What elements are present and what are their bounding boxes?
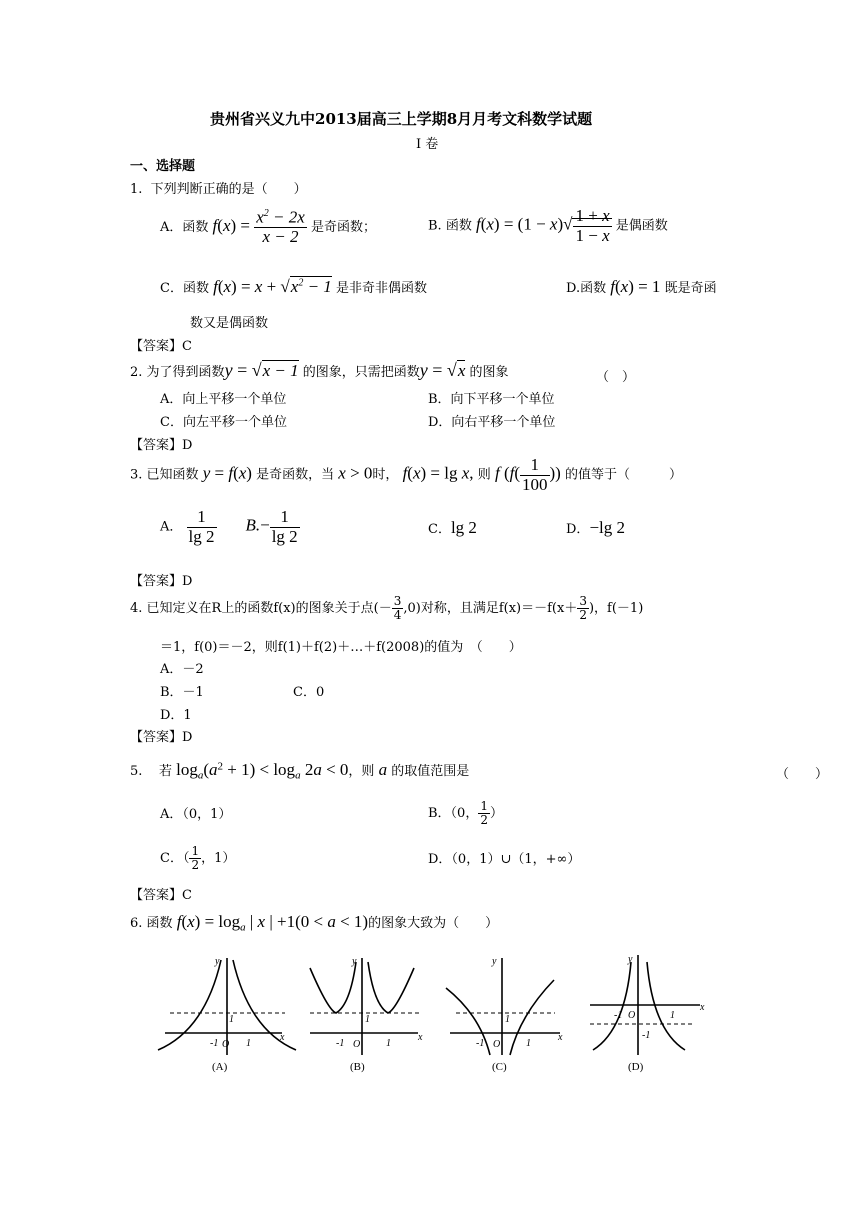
answer-value: C <box>182 339 192 354</box>
question-5-option-d: D．（0，1）∪（1，+∞） <box>428 852 581 867</box>
option-text: 是非奇非偶函数 <box>335 281 427 296</box>
question-4-stem-line2: ＝1，f(0)＝－2，则f(1)＋f(2)＋…＋f(2008)的值为 （ ） <box>160 640 522 655</box>
tick-label: 1 <box>229 1014 234 1025</box>
question-number: 2. <box>130 365 143 380</box>
axis-label-y: y <box>352 956 357 967</box>
option-label: C．（ <box>160 851 190 867</box>
question-number: 5. <box>130 764 143 779</box>
question-text: ，则 <box>348 764 375 779</box>
question-number: 1. <box>130 182 143 197</box>
tick-label: 1 <box>670 1010 675 1021</box>
option-text: 是奇函数； <box>310 220 376 236</box>
volume-label: I 卷 <box>416 137 439 152</box>
tick-label: 1 <box>365 1014 370 1025</box>
answer-label: 【答案】 <box>130 730 183 745</box>
question-text: 时， <box>372 467 399 483</box>
question-3-stem: 3. 已知函数 y = f(x) 是奇函数，当 x > 0时， f(x) = lg x, 则 f (f( $\frac{1}{100}$ )) 的值等于（ ） <box>130 455 682 494</box>
graph-caption-a: (A) <box>212 1061 228 1073</box>
option-label: D.函数 <box>566 281 607 296</box>
tick-label: 1 <box>526 1038 531 1049</box>
question-3-option-d: D．−lg 2 <box>566 518 625 537</box>
question-text: 的值等于（ ） <box>564 467 682 483</box>
origin-label: O <box>222 1039 230 1050</box>
question-2-answer <box>130 434 192 453</box>
option-label: B. 函数 <box>428 218 472 234</box>
answer-label: 【答案】 <box>130 438 183 453</box>
tick-label: 1 <box>386 1038 391 1049</box>
axis-label-x: x <box>418 1032 423 1043</box>
question-1-option-c: C．函数 $f(x) = x + √x^2 - 1$ 是非奇非偶函数 <box>160 277 427 296</box>
option-text: 是偶函数 <box>615 218 668 234</box>
fraction: $\frac{x^2 - 2x}{x - 2}$ <box>256 207 305 247</box>
question-text: 为了得到函数 <box>146 365 225 380</box>
question-4-option-c: C．0 <box>293 685 325 700</box>
question-4-answer <box>130 726 192 745</box>
answer-value: D <box>182 730 193 745</box>
option-text: 既是奇函 <box>664 281 717 296</box>
axis-label-x: x <box>558 1032 563 1043</box>
question-1-stem <box>130 178 307 197</box>
graph-c <box>446 958 560 1055</box>
question-5-stem: 5. 若 $\log_a(a^2 + 1) < \log_a 2a < 0$，则 a 的取值范围是 <box>130 760 470 782</box>
question-5-option-c: C．（ $\frac{1}{2}$ ，1） <box>160 844 236 873</box>
option-label: C． <box>428 522 451 537</box>
question-1-option-d: D.函数 f(x) = 1 既是奇函 <box>566 277 717 296</box>
graph-caption-d: (D) <box>628 1061 644 1073</box>
question-text: 函数 <box>146 916 173 931</box>
question-1-answer <box>130 335 192 354</box>
answer-label: 【答案】 <box>130 574 183 589</box>
question-5-answer <box>130 884 192 903</box>
question-4-option-a: A．－2 <box>160 662 204 677</box>
answer-label: 【答案】 <box>130 339 183 354</box>
question-3-option-a: A． $\frac{1}{\lg 2}$ B.− $\frac{1}{\lg 2}$ <box>160 507 298 546</box>
page-title: 贵州省兴义九中2013届高三上学期8月月考文科数学试题 <box>210 110 593 128</box>
question-5-bracket: （ ） <box>776 767 829 782</box>
question-text: 下列判断正确的是（ ） <box>150 182 307 197</box>
origin-label: O <box>493 1039 501 1050</box>
question-3-answer <box>130 570 192 589</box>
fraction: $\frac{1 + x}{1 - x}$ <box>575 206 610 245</box>
question-4-option-b: B．－1 <box>160 685 204 700</box>
option-text: ，1） <box>201 851 236 867</box>
answer-value: D <box>182 574 193 589</box>
tick-label: 1 <box>246 1038 251 1049</box>
question-4-option-d: D．1 <box>160 708 192 723</box>
question-2-bracket: （ ） <box>596 370 636 385</box>
axis-label-x: x <box>700 1002 705 1013</box>
tick-label: 1 <box>505 1014 510 1025</box>
question-number: 6. <box>130 916 143 931</box>
question-text: ,0)对称，且满足f(x)＝－f(x＋ <box>403 601 578 617</box>
question-2-option-d: D．向右平移一个单位 <box>428 415 556 430</box>
option-text: ） <box>489 806 503 822</box>
question-text: 的图象大致为（ ） <box>368 916 499 931</box>
question-4-stem: 4. 已知定义在R上的函数f(x)的图象关于点(－ $\frac{3}{4}$ ,0)对称，且满足f(x)＝－f(x＋ $\frac{3}{2}$ )，f(－1) <box>130 594 644 623</box>
axis-label-y: y <box>215 956 220 967</box>
answer-value: D <box>182 438 193 453</box>
graph-b <box>310 958 420 1055</box>
question-text: 是奇函数，当 <box>256 467 335 483</box>
option-label: B．（0， <box>428 806 479 822</box>
axis-label-y: y <box>628 954 633 965</box>
question-6-stem: 6. 函数 $f(x) = \log_a$ | x | +1(0 < a < 1)的图象大致为（ ） <box>130 912 499 934</box>
graph-caption-c: (C) <box>492 1061 507 1073</box>
question-text: 的图象 <box>469 365 509 380</box>
graph-caption-b: (B) <box>350 1061 365 1073</box>
question-1-option-b: B. 函数 f(x) = (1 − x)√ $\frac{1 + x}{1 - x}$ 是偶函数 <box>428 206 668 245</box>
question-1-option-d-continued: 数又是偶函数 <box>190 316 269 331</box>
question-text: 已知函数 <box>146 467 199 483</box>
answer-value: C <box>182 888 192 903</box>
tick-label: -1 <box>210 1038 219 1049</box>
option-label: C．函数 <box>160 281 209 296</box>
question-1-option-a: A．函数 f(x) = $\frac{x^2 - 2x}{x - 2}$ 是奇函数； <box>160 207 376 247</box>
question-text: 的图象，只需把函数 <box>302 365 420 380</box>
option-label: A．函数 <box>160 220 209 236</box>
answer-label: 【答案】 <box>130 888 183 903</box>
question-2-option-b: B．向下平移一个单位 <box>428 392 555 407</box>
origin-label: O <box>628 1010 636 1021</box>
question-text: )，f(－1) <box>588 601 644 617</box>
option-label: D． <box>566 522 590 537</box>
tick-label: -1 <box>476 1038 485 1049</box>
axis-label-y: y <box>492 956 497 967</box>
question-3-option-c: C．lg 2 <box>428 518 477 537</box>
section-heading: 一、选择题 <box>130 159 196 174</box>
question-text: 已知定义在R上的函数f(x)的图象关于点(－ <box>146 601 392 617</box>
question-5-option-b: B．（0， $\frac{1}{2}$ ） <box>428 799 503 828</box>
question-text: 则 <box>477 467 491 483</box>
question-5-option-a: A．（0，1） <box>160 807 232 822</box>
question-2-option-c: C．向左平移一个单位 <box>160 415 287 430</box>
origin-label: O <box>353 1039 361 1050</box>
formula: f <box>212 216 218 236</box>
option-label: A． <box>160 519 183 535</box>
tick-label: -1 <box>614 1010 623 1021</box>
question-text: 若 <box>158 764 172 779</box>
question-text: 的取值范围是 <box>391 764 470 779</box>
question-number: 4. <box>130 601 143 617</box>
tick-label: -1 <box>642 1030 651 1041</box>
axis-label-x: x <box>280 1032 285 1043</box>
question-number: 3. <box>130 467 143 483</box>
graph-options-figure <box>150 950 720 1075</box>
question-2-option-a: A．向上平移一个单位 <box>160 392 287 407</box>
tick-label: -1 <box>336 1038 345 1049</box>
question-2-stem: 2. 为了得到函数y = √x − 1 的图象，只需把函数y = √x 的图象 <box>130 360 509 380</box>
